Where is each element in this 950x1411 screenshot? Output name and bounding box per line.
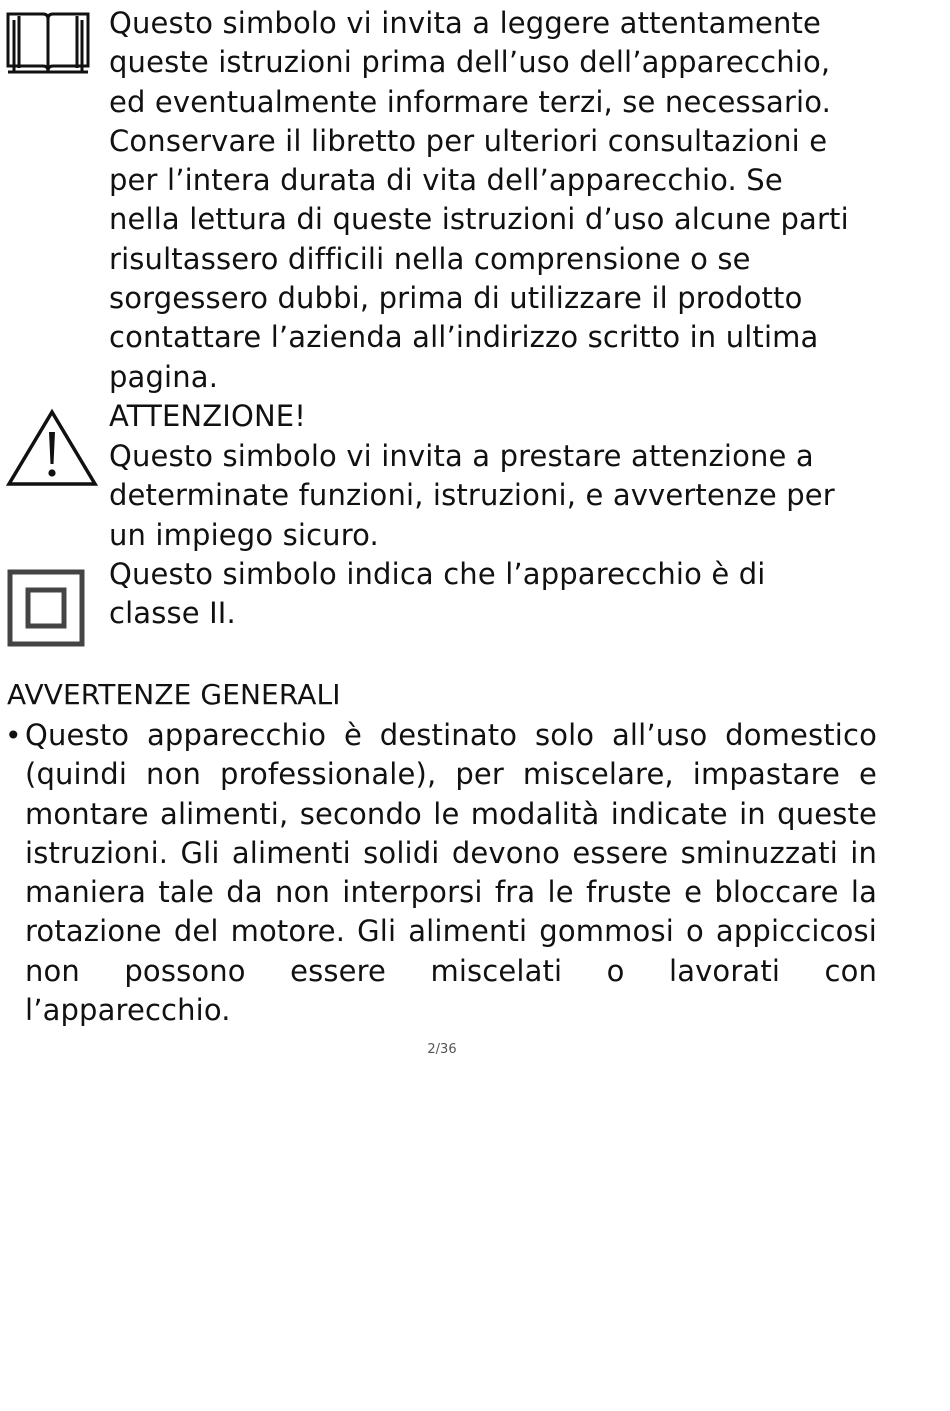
warning-title: ATTENZIONE! xyxy=(109,399,307,433)
general-warnings-title: AVVERTENZE GENERALI xyxy=(7,678,341,711)
warning-triangle-icon xyxy=(5,408,99,488)
warning-text: Questo simbolo vi invita a prestare attenzione a determinate funzioni, istruzioni, e avvertenze per un impiego sicuro. xyxy=(109,439,835,552)
list-item: Questo apparecchio è destinato solo all’uso domestico (quindi non professionale), per miscelare, impastare e montare alimenti, secondo le modalità indicate in queste istruzioni. Gli alimenti solidi devono essere sminuzzati in maniera tale da non interporsi fra le fruste e bloccare la rotazione del motore. Gli alimenti gommosi o appiccicosi non possono essere miscelati o lavorati con l’apparecchio. xyxy=(25,718,877,1028)
open-book-icon xyxy=(5,6,91,76)
read-instructions-text: Questo simbolo vi invita a leggere attentamente queste istruzioni prima dell’uso dell’apparecchio, ed eventualmente informare terzi, se necessario. Conservare il libretto per ulteriori consultazioni e per l’intera durata di vita dell’apparecchio. Se nella lettura di queste istruzioni d’uso alcune parti risultassero difficili nella comprensione o se sorgessero dubbi, prima di utilizzare il prodotto contattare l’azienda all’indirizzo scritto in ultima pagina. xyxy=(109,6,849,394)
bullet-mark: • xyxy=(5,719,22,752)
double-square-class-ii-icon xyxy=(7,569,87,649)
class-ii-text: Questo simbolo indica che l’apparecchio è di classe II. xyxy=(109,557,766,631)
page-number: 2/36 xyxy=(427,1042,457,1057)
